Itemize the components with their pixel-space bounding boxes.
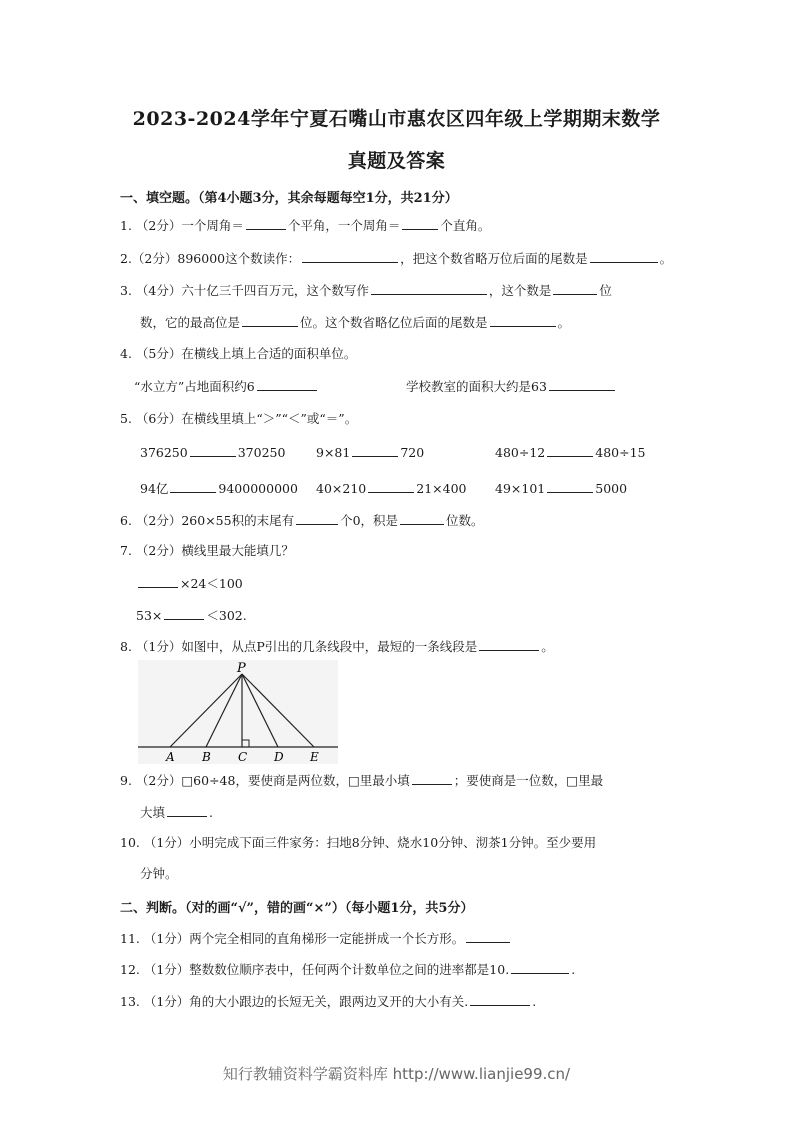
answer-blank[interactable] <box>167 804 207 817</box>
answer-blank[interactable] <box>302 250 398 263</box>
question-4-item-1: “水立方”占地面积约6 <box>134 378 319 395</box>
point-label-d: D <box>274 750 284 764</box>
compare-item: 94亿 9400000000 <box>140 481 298 496</box>
answer-blank[interactable] <box>246 217 286 230</box>
question-4: 4. （5分）在横线上填上合适的面积单位。 <box>120 346 357 361</box>
answer-blank[interactable] <box>400 512 444 525</box>
answer-blank[interactable] <box>402 217 438 230</box>
answer-blank[interactable] <box>242 314 298 327</box>
answer-blank[interactable] <box>511 961 569 974</box>
answer-blank[interactable] <box>590 250 658 263</box>
line-segments-figure <box>138 660 338 764</box>
question-3-line-2: 数，它的最高位是 位。这个数省略亿位后面的尾数是 。 <box>140 315 571 330</box>
question-5: 5. （6分）在横线里填上“＞”“＜”或“＝”。 <box>120 411 358 426</box>
answer-blank[interactable] <box>470 993 530 1006</box>
answer-blank[interactable] <box>553 282 597 295</box>
answer-blank[interactable] <box>296 512 338 525</box>
point-label-a: A <box>166 750 175 764</box>
compare-item: 49×101 5000 <box>495 481 628 496</box>
answer-blank[interactable] <box>479 638 539 651</box>
answer-blank[interactable] <box>164 607 204 620</box>
title-line-1: 2023-2024学年宁夏石嘴山市惠农区四年级上学期期末数学 <box>132 108 661 130</box>
question-10-line-2: 分钟。 <box>140 866 178 881</box>
point-label-e: E <box>310 750 319 764</box>
compare-item: 480÷12 480÷15 <box>495 445 646 460</box>
answer-blank[interactable] <box>371 282 487 295</box>
point-label-c: C <box>238 750 248 764</box>
question-8: 8. （1分）如图中，从点P引出的几条线段中，最短的一条线段是 。 <box>120 639 554 654</box>
question-4-item-2: 学校教室的面积大约是63 <box>406 378 617 395</box>
answer-blank[interactable] <box>257 378 317 391</box>
answer-blank[interactable] <box>352 444 398 457</box>
point-label-b: B <box>202 750 211 764</box>
answer-blank[interactable] <box>190 444 236 457</box>
answer-blank[interactable] <box>138 575 178 588</box>
compare-item: 40×210 21×400 <box>316 481 467 496</box>
section-2-heading: 二、判断。（对的画“√”，错的画“×”）（每小题1分，共5分） <box>120 901 474 916</box>
question-3-line-1: 3. （4分）六十亿三千四百万元，这个数写作 ，这个数是 位 <box>120 283 612 298</box>
question-9-line-2: 大填 . <box>140 805 213 820</box>
answer-blank[interactable] <box>412 772 452 785</box>
answer-blank[interactable] <box>466 930 510 943</box>
point-label-p: P <box>237 661 246 676</box>
answer-blank[interactable] <box>547 444 593 457</box>
figure-svg <box>138 660 338 764</box>
footer-watermark: 知行教辅资料学霸资料库 http://www.lianjie99.cn/ <box>222 1065 571 1083</box>
question-11: 11. （1分）两个完全相同的直角梯形一定能拼成一个长方形。 <box>120 930 512 947</box>
answer-blank[interactable] <box>547 480 593 493</box>
question-10-line-1: 10. （1分）小明完成下面三件家务：扫地8分钟、烧水10分钟、沏茶1分钟。至少要用 <box>120 835 597 850</box>
question-6: 6. （2分）260×55积的末尾有 个0，积是 位数。 <box>120 513 484 528</box>
question-7-item-2: 53× ＜302. <box>136 608 247 623</box>
section-1-heading: 一、填空题。（第4小题3分，其余每题每空1分，共21分） <box>120 191 458 206</box>
compare-item: 376250 370250 <box>140 445 286 460</box>
compare-item: 9×81 720 <box>316 445 425 460</box>
answer-blank[interactable] <box>490 314 556 327</box>
question-9-line-1: 9. （2分）□60÷48，要使商是两位数，□里最小填 ；要使商是一位数，□里最 <box>120 773 604 788</box>
question-7: 7. （2分）横线里最大能填几？ <box>120 543 294 558</box>
answer-blank[interactable] <box>170 480 216 493</box>
question-2: 2.（2分）896000这个数读作： ，把这个数省略万位后面的尾数是 。 <box>120 251 673 266</box>
answer-blank[interactable] <box>549 378 615 391</box>
question-7-item-1: ×24＜100 <box>136 575 243 592</box>
question-12: 12. （1分）整数数位顺序表中，任何两个计数单位之间的进率都是10. . <box>120 962 576 977</box>
question-13: 13. （1分）角的大小跟边的长短无关，跟两边叉开的大小有关. . <box>120 994 537 1009</box>
question-1: 1. （2分）一个周角＝ 个平角，一个周角＝ 个直角。 <box>120 218 491 233</box>
answer-blank[interactable] <box>368 480 414 493</box>
title-line-2: 真题及答案 <box>347 150 446 172</box>
